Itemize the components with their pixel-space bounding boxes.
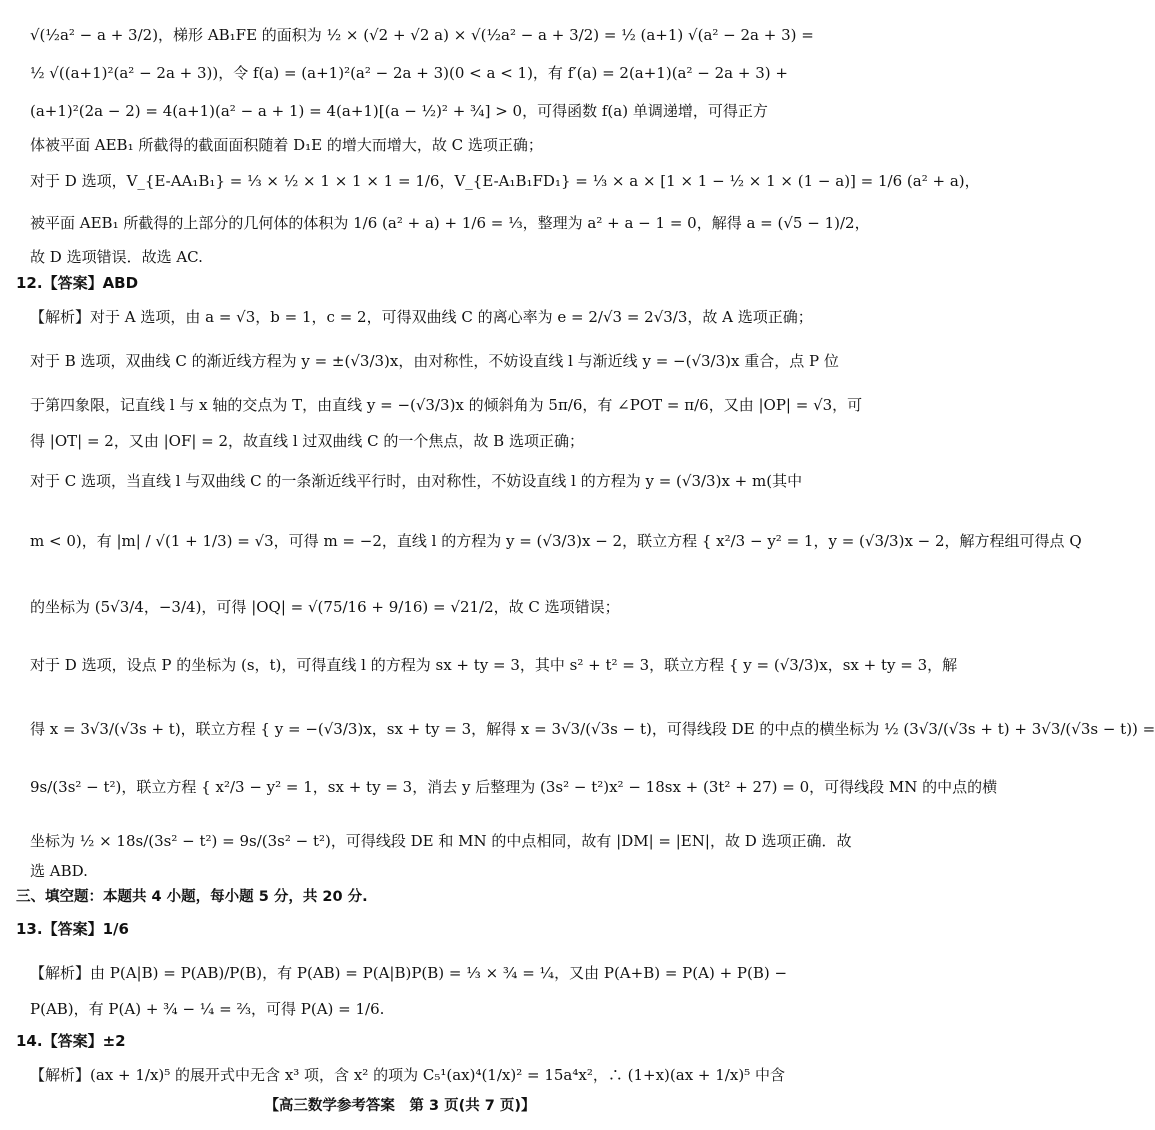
text-line: P(AB)，有 P(A) + ¾ − ¼ = ⅔，可得 P(A) = 1/6. xyxy=(30,1000,385,1018)
text-line: 对于 D 选项，V_{E-AA₁B₁} = ⅓ × ½ × 1 × 1 × 1 = 1/6，V_{E-A₁B₁FD₁} = ⅓ × a × [1 × 1 − ½ × 1 × (1 − a)] = 1/6 (a² + a)， xyxy=(30,172,980,190)
text-line: 体被平面 AEB₁ 所截得的截面面积随着 D₁E 的增大而增大，故 C 选项正确； xyxy=(30,136,543,154)
text-line: m < 0)，有 |m| / √(1 + 1/3) = √3，可得 m = −2，直线 l 的方程为 y = (√3/3)x − 2，联立方程 { x²/3 − y² = 1，y = (√3/3)x − 2，解方程组可得点 Q xyxy=(30,532,1082,550)
text-line: 9s/(3s² − t²)，联立方程 { x²/3 − y² = 1，sx + ty = 3，消去 y 后整理为 (3s² − t²)x² − 18sx + (3t² + 27) = 0，可得线段 MN 的中点的横 xyxy=(30,778,998,796)
text-line: 【解析】由 P(A|B) = P(AB)/P(B)，有 P(AB) = P(A|B)P(B) = ⅓ × ¾ = ¼，又由 P(A+B) = P(A) + P(B) − xyxy=(30,964,788,982)
text-line: ½ √((a+1)²(a² − 2a + 3))，令 f(a) = (a+1)²(a² − 2a + 3)(0 < a < 1)，有 f′(a) = 2(a+1)(a² − 2a + 3) + xyxy=(30,64,788,82)
question-12-answer: 12.【答案】ABD xyxy=(16,274,139,292)
page-footer: 【高三数学参考答案 第 3 页(共 7 页)】 xyxy=(264,1098,536,1114)
question-14-answer: 14.【答案】±2 xyxy=(16,1032,126,1050)
text-line: 【解析】对于 A 选项，由 a = √3，b = 1，c = 2，可得双曲线 C 的离心率为 e = 2/√3 = 2√3/3，故 A 选项正确； xyxy=(30,308,813,326)
text-line: 对于 C 选项，当直线 l 与双曲线 C 的一条渐近线平行时，由对称性，不妨设直线 l 的方程为 y = (√3/3)x + m(其中 xyxy=(30,472,803,490)
text-line: √(½a² − a + 3/2)，梯形 AB₁FE 的面积为 ½ × (√2 + √2 a) × √(½a² − a + 3/2) = ½ (a+1) √(a² − 2a + 3) = xyxy=(30,26,814,44)
text-line: 的坐标为 (5√3/4，−3/4)，可得 |OQ| = √(75/16 + 9/16) = √21/2，故 C 选项错误； xyxy=(30,598,620,616)
text-line: 得 x = 3√3/(√3s + t)，联立方程 { y = −(√3/3)x，sx + ty = 3，解得 x = 3√3/(√3s − t)，可得线段 DE 的中点的横坐标为 ½ (3√3/(√3s + t) + 3√3/(√3s − t)) = xyxy=(30,720,1155,738)
question-13-answer: 13.【答案】1/6 xyxy=(16,920,129,938)
text-line: 对于 B 选项，双曲线 C 的渐近线方程为 y = ±(√3/3)x，由对称性，不妨设直线 l 与渐近线 y = −(√3/3)x 重合，点 P 位 xyxy=(30,352,839,370)
section-heading: 三、填空题：本题共 4 小题，每小题 5 分，共 20 分. xyxy=(16,889,368,905)
text-line: 坐标为 ½ × 18s/(3s² − t²) = 9s/(3s² − t²)，可得线段 DE 和 MN 的中点相同，故有 |DM| = |EN|，故 D 选项正确．故 xyxy=(30,832,852,850)
text-line: 被平面 AEB₁ 所截得的上部分的几何体的体积为 1/6 (a² + a) + 1/6 = ⅓，整理为 a² + a − 1 = 0，解得 a = (√5 − 1)/2， xyxy=(30,214,870,232)
text-line: 【解析】(ax + 1/x)⁵ 的展开式中无含 x³ 项，含 x² 的项为 C₅¹(ax)⁴(1/x)² = 15a⁴x²，∴ (1+x)(ax + 1/x)⁵ 中含 xyxy=(30,1066,785,1084)
text-line: 对于 D 选项，设点 P 的坐标为 (s，t)，可得直线 l 的方程为 sx + ty = 3，其中 s² + t² = 3，联立方程 { y = (√3/3)x，sx + ty = 3，解 xyxy=(30,656,958,674)
text-line: (a+1)²(2a − 2) = 4(a+1)(a² − a + 1) = 4(a+1)[(a − ½)² + ¾] > 0，可得函数 f(a) 单调递增，可得正方 xyxy=(30,102,768,120)
text-line: 故 D 选项错误．故选 AC. xyxy=(30,248,203,266)
text-line: 得 |OT| = 2，又由 |OF| = 2，故直线 l 过双曲线 C 的一个焦点，故 B 选项正确； xyxy=(30,432,584,450)
text-line: 选 ABD. xyxy=(30,862,88,880)
text-line: 于第四象限，记直线 l 与 x 轴的交点为 T，由直线 y = −(√3/3)x 的倾斜角为 5π/6，有 ∠POT = π/6，又由 |OP| = √3，可 xyxy=(30,396,863,414)
